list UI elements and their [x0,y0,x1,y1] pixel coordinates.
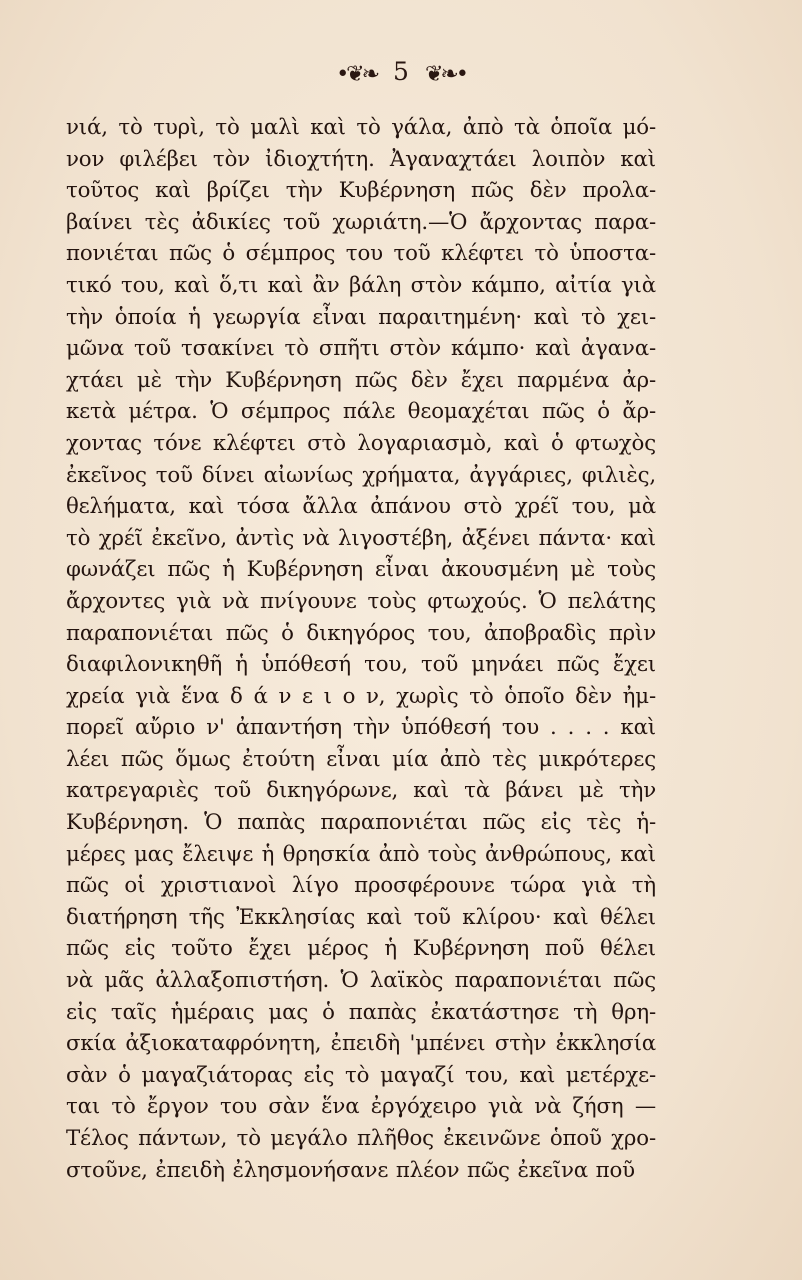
text-line: ἄρχοντες γιὰ νὰ πνίγουνε τοὺς φτωχούς. Ὁ πελάτης [66,588,656,614]
text-line: νον φιλέβει τὸν ἰδιοχτήτη. Ἀγαναχτάει λοιπὸν καὶ [66,146,656,172]
text-line: Κυβέρνηση. Ὁ παπὰς παραπονιέται πῶς εἰς τὲς ἡ- [66,810,656,836]
text-line: διατήρηση τῆς Ἐκκλησίας καὶ τοῦ κλίρου· καὶ θέλει [66,904,656,930]
text-line: τὴν ὁποία ἡ γεωργία εἶναι παραιτημένη· καὶ τὸ χει- [66,304,656,330]
text-line: ται τὸ ἔργον του σὰν ἕνα ἐργόχειρο γιὰ νὰ ζήση — [66,1094,656,1120]
text-line: φωνάζει πῶς ἡ Κυβέρνηση εἶναι ἀκουσμένη μὲ τοὺς [66,557,656,583]
text-line: νὰ μᾶς ἀλλαξοπιστήση. Ὁ λαϊκὸς παραπονιέται πῶς [66,968,656,994]
text-line: ἐκεῖνος τοῦ δίνει αἰωνίως χρήματα, ἀγγάριες, φιλιὲς, [66,462,656,488]
text-line: τικό του, καὶ ὅ,τι καὶ ἂν βάλη στὸν κάμπο, αἰτία γιὰ [66,272,656,298]
text-line: τὸ χρέῖ ἐκεῖνο, ἀντὶς νὰ λιγοστέβη, ἀξένει πάντα· καὶ [66,525,656,551]
text-line: σὰν ὁ μαγαζιάτορας εἰς τὸ μαγαζί του, καὶ μετέρχε- [66,1062,656,1088]
text-line: μῶνα τοῦ τσακίνει τὸ σπῆτι στὸν κάμπο· καὶ ἀγανα- [66,336,656,362]
body-text [66,112,656,1182]
right-flourish-ornament-icon: ❦❧• [424,62,466,87]
text-line: χοντας τόνε κλέφτει στὸ λογαριασμὸ, καὶ ὁ φτωχὸς [66,430,656,456]
page-header [0,56,802,92]
text-line: τοῦτος καὶ βρίζει τὴν Κυβέρνηση πῶς δὲν προλα- [66,178,656,204]
text-line: μέρες μας ἔλειψε ἡ θρησκία ἀπὸ τοὺς ἀνθρώπους, καὶ [66,841,656,867]
text-line: διαφιλονικηθῆ ἡ ὑπόθεσή του, τοῦ μηνάει πῶς ἔχει [66,652,656,678]
text-line: κετὰ μέτρα. Ὁ σέμπρος πάλε θεομαχέται πῶς ὁ ἄρ- [66,399,656,425]
text-line: θελήματα, καὶ τόσα ἄλλα ἀπάνου στὸ χρέῖ του, μὰ [66,494,656,520]
text-line: βαίνει τὲς ἀδικίες τοῦ χωριάτη.—Ὁ ἄρχοντας παρα- [66,209,656,235]
text-line: λέει πῶς ὅμως ἐτούτη εἶναι μία ἀπὸ τὲς μικρότερες [66,746,656,772]
page-number: 5 [393,56,409,86]
text-line: παραπονιέται πῶς ὁ δικηγόρος του, ἀποβραδὶς πρὶν [66,620,656,646]
text-line: χρεία γιὰ ἕνα δ ά ν ε ι ο ν, χωρὶς τὸ ὁποῖο δὲν ἠμ- [66,683,656,709]
text-line: χτάει μὲ τὴν Κυβέρνηση πῶς δὲν ἔχει παρμένα ἀρ- [66,367,656,393]
text-line: πορεῖ αὔριο ν' ἀπαντήση τὴν ὑπόθεσή του . . . . καὶ [66,715,656,741]
text-line: πῶς εἰς τοῦτο ἔχει μέρος ἡ Κυβέρνηση ποῦ θέλει [66,936,656,962]
text-line: κατρεγαριὲς τοῦ δικηγόρωνε, καὶ τὰ βάνει μὲ τὴν [66,778,656,804]
text-line: πονιέται πῶς ὁ σέμπρος του τοῦ κλέφτει τὸ ὑποστα- [66,241,656,267]
text-line: νιά, τὸ τυρὶ, τὸ μαλὶ καὶ τὸ γάλα, ἀπὸ τὰ ὁποῖα μό- [66,115,656,140]
text-line: πῶς οἱ χριστιανοὶ λίγο προσφέρουνε τώρα γιὰ τὴ [66,873,656,899]
text-line: στοῦνε, ἐπειδὴ ἐλησμονήσανε πλέον πῶς ἐκεῖνα ποῦ [66,1157,635,1182]
text-line: Τέλος πάντων, τὸ μεγάλο πλῆθος ἐκεινῶνε ὁποῦ χρο- [66,1126,656,1151]
text-line: σκία ἀξιοκαταφρόνητη, ἐπειδὴ 'μπένει στὴν ἐκκλησία [66,1031,656,1057]
text-line: εἰς ταῖς ἡμέραις μας ὁ παπὰς ἐκατάστησε τὴ θρη- [66,999,656,1025]
left-flourish-ornament-icon: •❦❧ [336,62,378,87]
